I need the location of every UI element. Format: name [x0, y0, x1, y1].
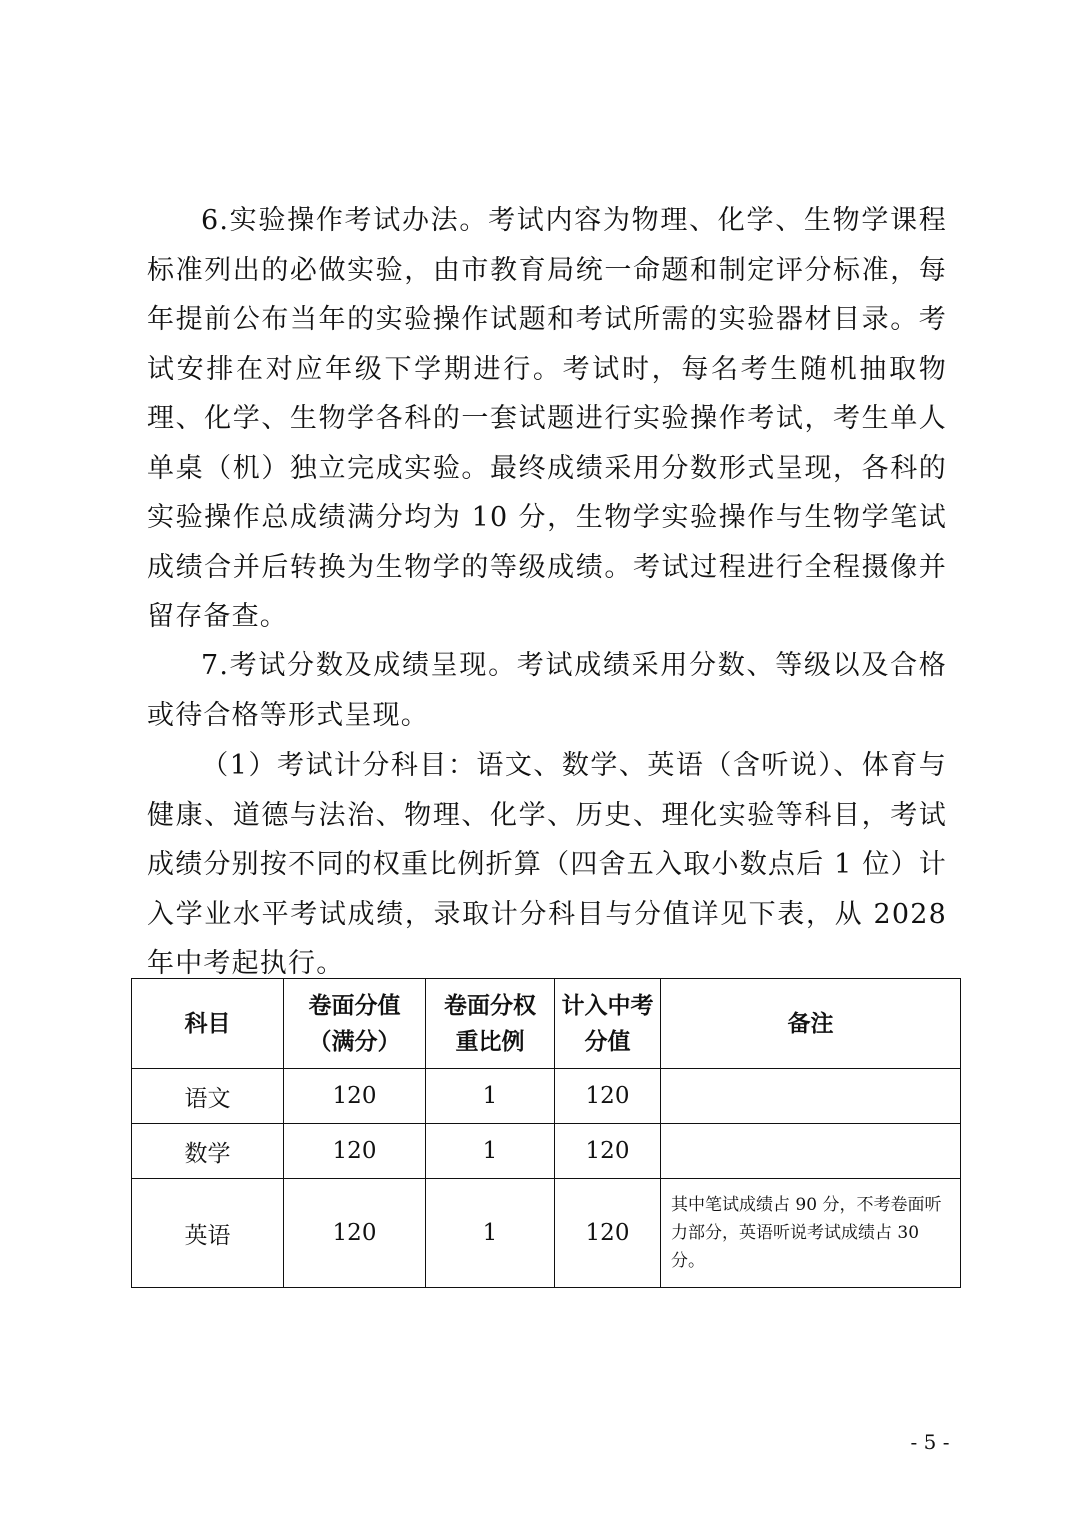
cell-subject: 英语	[132, 1179, 284, 1288]
cell-note	[661, 1124, 961, 1179]
cell-subject: 语文	[132, 1069, 284, 1124]
header-subject: 科目	[132, 979, 284, 1069]
cell-counted: 120	[555, 1124, 661, 1179]
cell-note: 其中笔试成绩占 90 分，不考卷面听力部分，英语听说考试成绩占 30 分。	[661, 1179, 961, 1288]
cell-weight: 1	[426, 1179, 555, 1288]
table-header-row	[132, 979, 961, 1069]
cell-counted: 120	[555, 1179, 661, 1288]
header-weight: 卷面分权重比例	[426, 979, 555, 1069]
header-counted: 计入中考分值	[555, 979, 661, 1069]
page-number: - 5 -	[910, 1430, 950, 1454]
cell-full-score: 120	[284, 1124, 426, 1179]
paragraph-text: 7.考试分数及成绩呈现。考试成绩采用分数、等级以及合格或待合格等形式呈现。	[147, 650, 947, 731]
paragraph-text: （1）考试计分科目：语文、数学、英语（含听说）、体育与健康、道德与法治、物理、化学、历史、理化实验等科目，考试成绩分别按不同的权重比例折算（四舍五入取小数点后 1 位）计入学业水平考试成绩，录取计分科目与分值详见下表，从 2028 年中考起执行。	[147, 750, 947, 979]
cell-full-score: 120	[284, 1069, 426, 1124]
cell-full-score: 120	[284, 1179, 426, 1288]
cell-weight: 1	[426, 1069, 555, 1124]
paragraph-experiment-exam	[147, 196, 947, 642]
paragraph-score-presentation	[147, 641, 947, 740]
paragraph-text: 6.实验操作考试办法。考试内容为物理、化学、生物学课程标准列出的必做实验，由市教育局统一命题和制定评分标准，每年提前公布当年的实验操作试题和考试所需的实验器材目录。考试安排在对应年级下学期进行。考试时，每名考生随机抽取物理、化学、生物学各科的一套试题进行实验操作考试，考生单人单桌（机）独立完成实验。最终成绩采用分数形式呈现，各科的实验操作总成绩满分均为 10 分，生物学实验操作与生物学笔试成绩合并后转换为生物学的等级成绩。考试过程进行全程摄像并留存备查。	[147, 205, 947, 632]
cell-counted: 120	[555, 1069, 661, 1124]
paragraph-scoring-subjects	[147, 741, 947, 989]
cell-note	[661, 1069, 961, 1124]
cell-weight: 1	[426, 1124, 555, 1179]
header-note: 备注	[661, 979, 961, 1069]
header-full-score: 卷面分值（满分）	[284, 979, 426, 1069]
table-row	[132, 1069, 961, 1124]
cell-subject: 数学	[132, 1124, 284, 1179]
score-table	[131, 978, 961, 1288]
table-row	[132, 1124, 961, 1179]
table-row	[132, 1179, 961, 1288]
